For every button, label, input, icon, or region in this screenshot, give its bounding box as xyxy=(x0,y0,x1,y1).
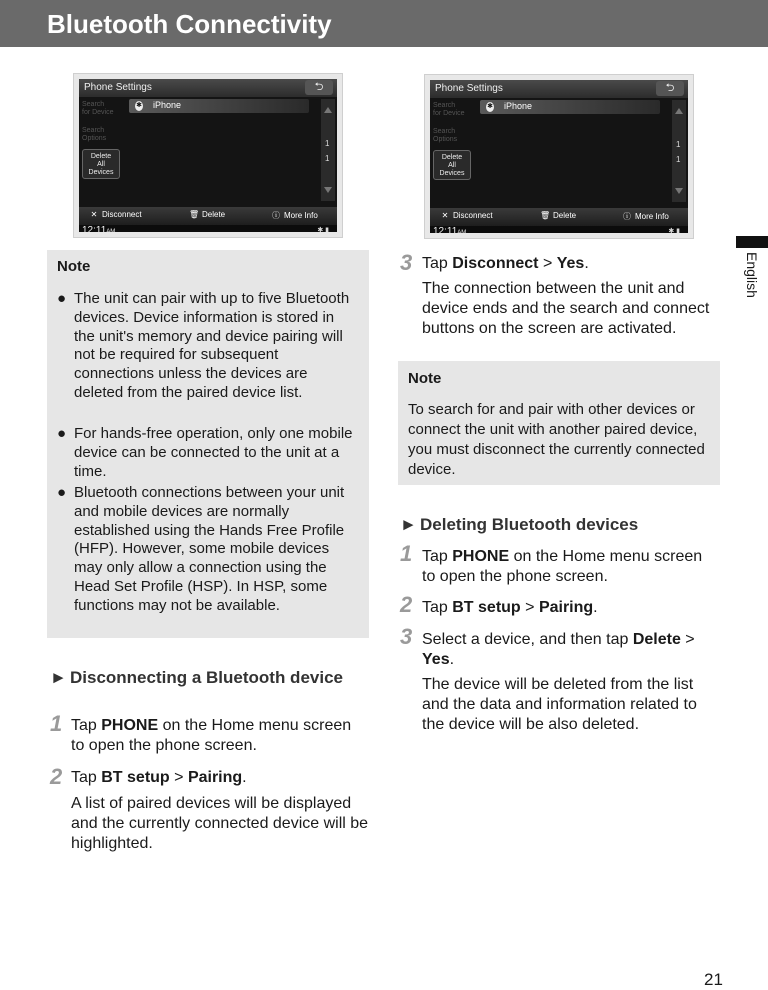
note-text: To search for and pair with other devices or connect the unit with another paired device, you must disconnect the currently connected device. xyxy=(408,401,705,478)
delete-label: Delete xyxy=(441,154,463,161)
device-name: iPhone xyxy=(504,101,533,111)
bluetooth-icon: ✱ xyxy=(487,103,493,110)
search-option: Search xyxy=(82,101,105,108)
step-description: A list of paired devices will be displayed and the currently connected device will be highlighted. xyxy=(71,795,369,852)
delete-button xyxy=(540,211,576,220)
note-heading: Note xyxy=(57,258,91,275)
delete-label: Delete xyxy=(202,210,226,219)
screen-title-bar xyxy=(79,79,337,97)
bullet-dot-icon: ● xyxy=(57,484,67,501)
step-description: The device will be deleted from the list and the data and information related to the device will be also deleted. xyxy=(422,676,697,733)
note-box-left xyxy=(47,250,369,638)
device-screen xyxy=(430,80,688,233)
more-info-label: More Info xyxy=(635,212,669,221)
scroll-up-icon xyxy=(675,108,683,114)
screen-scrollbar xyxy=(321,99,335,201)
step-keyword: Delete xyxy=(632,631,681,648)
device-name: iPhone xyxy=(153,100,182,110)
search-option: Search xyxy=(82,127,105,134)
info-icon: ⓘ xyxy=(272,211,280,220)
screenshot-phone-settings-left xyxy=(73,73,343,238)
step-text xyxy=(422,598,712,618)
search-option: Search xyxy=(433,102,456,109)
clock-ampm: AM xyxy=(457,230,467,233)
screen-title: Phone Settings xyxy=(435,83,503,94)
search-option-sub: for Device xyxy=(433,110,465,117)
step-keyword: Disconnect xyxy=(452,255,539,272)
step-keyword: Pairing xyxy=(538,599,594,616)
back-arrow-icon: ⮌ xyxy=(305,80,333,95)
more-info-button xyxy=(271,210,318,221)
search-option-sub: Options xyxy=(82,135,107,142)
search-option: Search xyxy=(433,128,456,135)
delete-label: Delete xyxy=(553,211,577,220)
page-total: 1 xyxy=(676,155,681,164)
step-text xyxy=(422,254,718,274)
step-text-part: Tap xyxy=(422,255,453,272)
info-icon: ⓘ xyxy=(623,212,631,221)
step-text-part: > xyxy=(520,599,539,616)
step-text-part: > xyxy=(538,255,557,272)
clock xyxy=(82,225,115,232)
screen-scrollbar xyxy=(672,100,686,202)
more-info-label: More Info xyxy=(284,211,318,220)
step-number: 1 xyxy=(400,541,413,566)
delete-label: All xyxy=(448,162,456,169)
step-text xyxy=(422,630,714,670)
page-number: 21 xyxy=(704,970,723,989)
side-tab-label: English xyxy=(744,252,760,298)
step-description: The connection between the unit and device ends and the search and connect buttons on the screen are activated. xyxy=(422,280,710,337)
delete-label: Devices xyxy=(439,170,465,177)
clock-time: 12:11 xyxy=(433,226,458,233)
delete-label: Delete xyxy=(90,153,112,160)
note-heading: Note xyxy=(408,370,442,387)
step-text xyxy=(71,716,361,756)
bluetooth-icon: ✱ xyxy=(136,102,142,109)
step-text-part: . xyxy=(584,255,589,272)
side-tab-marker xyxy=(736,236,768,248)
note-bullet xyxy=(57,425,359,481)
step-text-part: > xyxy=(169,769,188,786)
bullet-dot-icon: ● xyxy=(57,290,67,307)
step-text-part: Select a device, and then tap xyxy=(422,631,633,648)
note-bullet-text: Bluetooth connections between your unit and mobile devices are normally established using the Hands Free Profile (HFP). However, some mobile devices may only allow a connection using the Head Set Profile (HSP). In HSP, some functions may not be available. xyxy=(74,484,345,614)
paired-device-row xyxy=(480,100,660,114)
step-keyword: BT setup xyxy=(452,599,521,616)
step-keyword: PHONE xyxy=(452,548,510,565)
section-heading-delete xyxy=(400,514,700,536)
screen-title-bar xyxy=(430,80,688,98)
arrow-right-icon: ► xyxy=(50,668,67,687)
search-option-sub: for Device xyxy=(82,109,114,116)
step-text-part: . xyxy=(593,599,598,616)
paired-device-row xyxy=(129,99,309,113)
trash-icon: 🗑 xyxy=(540,211,551,220)
screen-status-bar xyxy=(79,225,337,232)
close-icon: ✕ xyxy=(441,211,449,220)
section-heading-text: Disconnecting a Bluetooth device xyxy=(70,668,343,687)
step-text-part: Tap xyxy=(71,769,102,786)
step-keyword: Yes xyxy=(422,651,450,668)
step-text-part: on the Home menu screen to open the phone screen. xyxy=(71,717,352,754)
delete-label: Devices xyxy=(88,169,114,176)
disconnect-button xyxy=(89,210,142,219)
step-keyword: Yes xyxy=(556,255,585,272)
back-arrow-icon: ⮌ xyxy=(656,81,684,96)
step-text-part: . xyxy=(449,651,455,668)
step-keyword: PHONE xyxy=(101,717,159,734)
scroll-down-icon xyxy=(675,188,683,194)
arrow-right-icon: ► xyxy=(400,515,417,534)
screenshot-phone-settings-right xyxy=(424,74,694,239)
step-number: 2 xyxy=(50,764,63,789)
step-text-part: . xyxy=(242,769,247,786)
delete-all-devices-button xyxy=(82,149,120,179)
delete-label: All xyxy=(97,161,105,168)
delete-button xyxy=(189,210,225,219)
disconnect-label: Disconnect xyxy=(453,211,493,220)
step-text-part: Tap xyxy=(422,599,453,616)
more-info-button xyxy=(622,211,669,222)
step-number: 1 xyxy=(50,711,63,736)
step-text xyxy=(422,547,712,587)
device-screen xyxy=(79,79,337,232)
step-text xyxy=(71,768,369,788)
step-keyword: Pairing xyxy=(187,769,243,786)
note-bullet xyxy=(57,290,359,403)
page-title: Bluetooth Connectivity xyxy=(47,9,332,39)
screen-status-bar xyxy=(430,226,688,233)
note-box-right xyxy=(398,361,720,485)
disconnect-button xyxy=(440,211,493,220)
screen-bottom-bar xyxy=(430,208,688,226)
step-text-part: on the Home menu screen to open the phone screen. xyxy=(422,548,703,585)
note-bullet-text: The unit can pair with up to five Bluetooth devices. Device information is stored in the unit's memory and device pairing will not be required for subsequent connections unless the devices are deleted from the paired device list. xyxy=(74,290,350,401)
step-text-part: Tap xyxy=(71,717,102,734)
screen-left-menu xyxy=(79,99,123,201)
scroll-up-icon xyxy=(324,107,332,113)
scroll-down-icon xyxy=(324,187,332,193)
page-current: 1 xyxy=(676,140,681,149)
close-icon: ✕ xyxy=(90,210,98,219)
step-number: 2 xyxy=(400,592,413,617)
search-option-sub: Options xyxy=(433,136,458,143)
clock xyxy=(433,226,466,233)
disconnect-label: Disconnect xyxy=(102,210,142,219)
note-bullet-text: For hands-free operation, only one mobile device can be connected to the unit at a time. xyxy=(74,425,353,480)
step-number: 3 xyxy=(400,624,413,649)
step-number: 3 xyxy=(400,250,413,275)
step-keyword: BT setup xyxy=(101,769,170,786)
section-heading-disconnect xyxy=(50,667,350,689)
signal-icon: ✱ ▮ xyxy=(668,228,680,233)
header-bar xyxy=(0,0,768,47)
section-heading-text: Deleting Bluetooth devices xyxy=(420,515,639,534)
step-text-part: > xyxy=(680,631,695,648)
note-bullet xyxy=(57,484,359,616)
bullet-dot-icon: ● xyxy=(57,425,67,442)
page-current: 1 xyxy=(325,139,330,148)
clock-ampm: AM xyxy=(106,229,116,232)
clock-time: 12:11 xyxy=(82,225,107,232)
screen-left-menu xyxy=(430,100,474,202)
screen-title: Phone Settings xyxy=(84,82,152,93)
delete-all-devices-button xyxy=(433,150,471,180)
trash-icon: 🗑 xyxy=(189,210,200,219)
page-total: 1 xyxy=(325,154,330,163)
signal-icon: ✱ ▮ xyxy=(317,227,329,232)
screen-bottom-bar xyxy=(79,207,337,225)
step-text-part: Tap xyxy=(422,548,453,565)
